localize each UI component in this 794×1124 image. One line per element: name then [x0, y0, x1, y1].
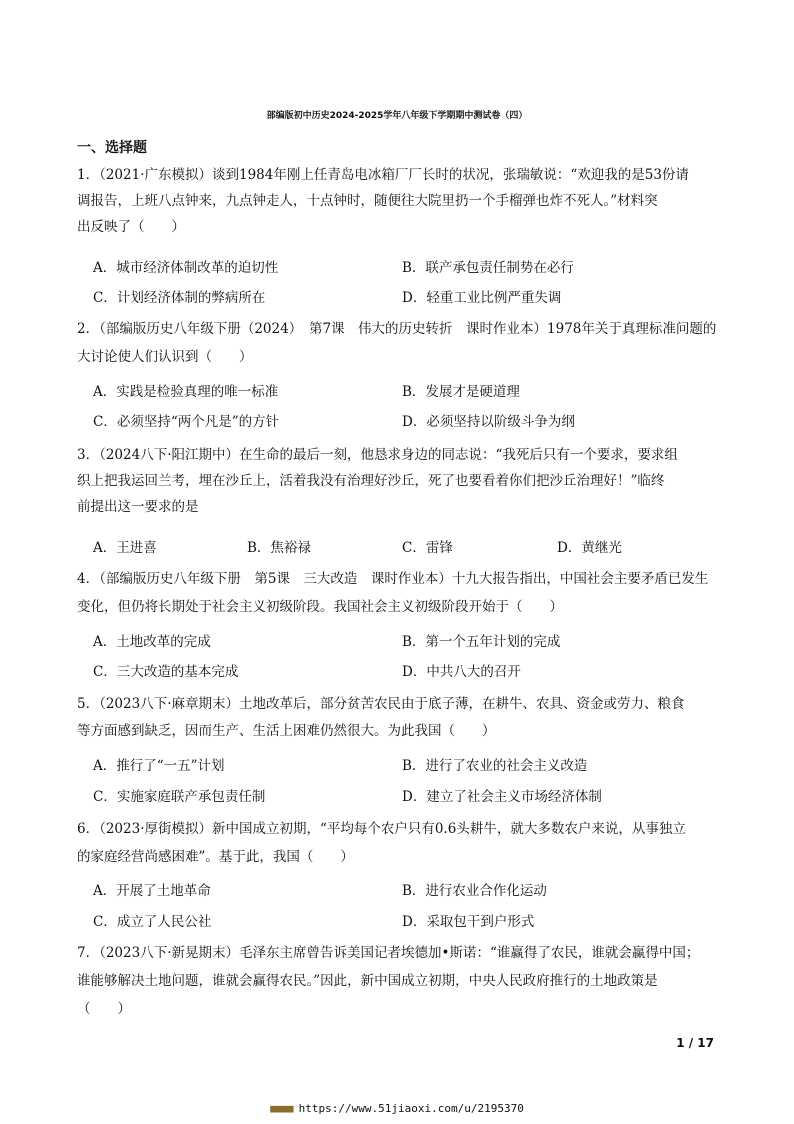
question-7-line-2: 谁能够解决土地问题，谁就会赢得农民。”因此，新中国成立初期，中央人民政府推行的土地政策是 — [77, 973, 658, 989]
question-3-line-1: 3．（2024八下·阳江期中）在生命的最后一刻，他恳求身边的同志说：“我死后只有一个要求，要求组 — [77, 447, 678, 463]
question-4-option-b[interactable]: B．第一个五年计划的完成 — [402, 634, 561, 650]
question-3-option-b[interactable]: B．焦裕禄 — [247, 540, 311, 556]
question-1-line-3: 出反映了（ ） — [77, 219, 185, 235]
question-2-option-d[interactable]: D．必须坚持以阶级斗争为纲 — [402, 414, 575, 430]
question-4-line-1: 4．（部编版历史八年级下册 第5课 三大改造 课时作业本）十九大报告指出，中国社会主要矛盾已发生 — [77, 571, 709, 587]
question-2-option-a[interactable]: A．实践是检验真理的唯一标准 — [93, 384, 279, 400]
question-7-line-1: 7．（2023八下·新晃期末）毛泽东主席曾告诉美国记者埃德加•斯诺：“谁赢得了农民，谁就会赢得中国； — [77, 945, 700, 961]
question-1-option-a[interactable]: A．城市经济体制改革的迫切性 — [93, 260, 279, 276]
question-2-line-1: 2．（部编版历史八年级下册（2024） 第7课 伟大的历史转折 课时作业本）1978年关于真理标准问题的 — [77, 321, 717, 337]
watermark-logo-icon: ■■■■ — [270, 1102, 293, 1115]
page-title: 部编版初中历史2024-2025学年八年级下学期期中测试卷（四） — [266, 111, 528, 121]
question-1-line-2: 调报告，上班八点钟来，九点钟走人，十点钟时，随便往大院里扔一个手榴弹也炸不死人。”材料突 — [77, 193, 658, 209]
question-5-option-a[interactable]: A．推行了“一五”计划 — [93, 758, 225, 774]
footer-url[interactable]: https://www.51jiaoxi.com/u/2195370 — [298, 1102, 524, 1115]
question-6-option-a[interactable]: A．开展了土地革命 — [93, 883, 211, 899]
question-4-line-2: 变化，但仍将长期处于社会主义初级阶段。我国社会主义初级阶段开始于（ ） — [77, 599, 563, 615]
question-6-option-b[interactable]: B．进行农业合作化运动 — [402, 883, 547, 899]
question-6-option-d[interactable]: D．采取包干到户形式 — [402, 914, 535, 930]
question-1-line-1: 1．（2021·广东模拟）谈到1984年刚上任青岛电冰箱厂厂长时的状况，张瑞敏说：“欢迎我的是53份请 — [77, 167, 689, 183]
question-3-line-2: 织上把我运回兰考，埋在沙丘上，活着我没有治理好沙丘，死了也要看着你们把沙丘治理好！”临终 — [77, 473, 665, 489]
question-3-line-3: 前提出这一要求的是 — [77, 499, 199, 515]
question-4-option-c[interactable]: C．三大改造的基本完成 — [93, 664, 239, 680]
question-1-option-b[interactable]: B．联产承包责任制势在必行 — [402, 260, 574, 276]
footer — [0, 1102, 794, 1115]
question-6-line-1: 6．（2023·厚街模拟）新中国成立初期，“平均每个农户只有0.6头耕牛，就大多数农户来说，从事独立 — [77, 821, 686, 837]
question-5-option-b[interactable]: B．进行了农业的社会主义改造 — [402, 758, 588, 774]
question-2-option-b[interactable]: B．发展才是硬道理 — [402, 384, 520, 400]
question-5-line-1: 5．（2023八下·麻章期末）土地改革后，部分贫苦农民由于底子薄，在耕牛、农具、资金或劳力、粮食 — [77, 696, 685, 712]
question-2-line-2: 大讨论使人们认识到（ ） — [77, 349, 253, 365]
question-2-option-c[interactable]: C．必须坚持“两个凡是”的方针 — [93, 414, 280, 430]
question-6-option-c[interactable]: C．成立了人民公社 — [93, 914, 212, 930]
question-4-option-d[interactable]: D．中共八大的召开 — [402, 664, 521, 680]
question-6-line-2: 的家庭经营尚感困难”。基于此，我国（ ） — [77, 849, 354, 865]
question-3-option-d[interactable]: D．黄继光 — [557, 540, 622, 556]
question-4-option-a[interactable]: A．土地改革的完成 — [93, 634, 211, 650]
question-5-option-c[interactable]: C．实施家庭联产承包责任制 — [93, 789, 266, 805]
question-1-option-c[interactable]: C．计划经济体制的弊病所在 — [93, 290, 266, 306]
page-number: 1 / 17 — [676, 1036, 714, 1050]
question-3-option-c[interactable]: C．雷锋 — [402, 540, 453, 556]
question-7-line-3: （ ） — [77, 1001, 131, 1017]
question-5-option-d[interactable]: D．建立了社会主义市场经济体制 — [402, 789, 602, 805]
question-5-line-2: 等方面感到缺乏，因而生产、生活上困难仍然很大。为此我国（ ） — [77, 723, 496, 739]
question-1-option-d[interactable]: D．轻重工业比例严重失调 — [402, 290, 562, 306]
question-3-option-a[interactable]: A．王进喜 — [93, 540, 157, 556]
section-heading: 一、选择题 — [77, 140, 147, 156]
